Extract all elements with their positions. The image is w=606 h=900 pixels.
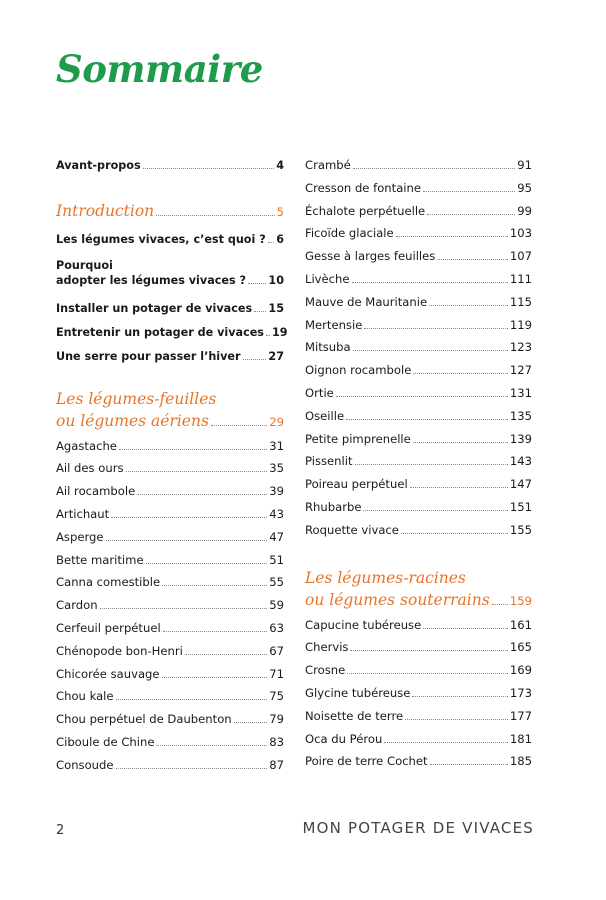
dot-leader (162, 577, 267, 586)
dot-leader (363, 502, 507, 511)
toc-entry-label: Canna comestible (56, 575, 161, 590)
toc-entry-label: Poireau perpétuel (305, 477, 408, 492)
toc-entry-page: 75 (269, 689, 284, 704)
toc-entry-label: Mitsuba (305, 340, 351, 355)
toc-entry-page: 47 (269, 529, 284, 544)
toc-entry-label: Chou perpétuel de Daubenton (56, 712, 232, 727)
toc-entry[interactable] (305, 729, 532, 752)
toc-entry[interactable] (305, 637, 532, 660)
dot-leader (126, 463, 268, 472)
toc-entry[interactable] (56, 273, 284, 293)
toc-entry[interactable] (305, 178, 532, 201)
toc-entry-label: Une serre pour passer l’hiver (56, 349, 241, 363)
dot-leader (427, 206, 515, 215)
toc-entry-page: 185 (509, 754, 532, 769)
dot-leader (156, 207, 274, 216)
toc-entry[interactable] (305, 337, 532, 360)
toc-entry-label: Capucine tubéreuse (305, 617, 422, 632)
toc-entry-label: Glycine tubéreuse (305, 685, 411, 700)
toc-entry-page: 169 (509, 663, 532, 678)
toc-entry-page: 115 (509, 294, 532, 309)
dot-leader (156, 737, 267, 746)
toc-entry[interactable] (56, 298, 284, 322)
toc-entry-page: 35 (269, 461, 284, 476)
dot-leader (353, 342, 508, 351)
toc-right-column (305, 155, 532, 774)
toc-entry-label: Petite pimprenelle (305, 431, 411, 446)
toc-entry[interactable] (305, 497, 532, 520)
dot-leader (413, 365, 507, 374)
dot-leader (268, 234, 274, 243)
toc-entry-page: 139 (509, 431, 532, 446)
toc-entry-page: 151 (509, 499, 532, 514)
section-heading-line1: Les légumes-feuilles (56, 389, 217, 408)
toc-entry-page: 39 (269, 484, 284, 499)
dot-leader (430, 756, 508, 765)
dot-leader (412, 688, 507, 697)
dot-leader (163, 623, 268, 632)
toc-entry[interactable] (305, 269, 532, 292)
toc-entry-page: 165 (509, 640, 532, 655)
toc-entry-page: 71 (269, 666, 284, 681)
toc-entry[interactable] (305, 406, 532, 429)
dot-leader (116, 691, 268, 700)
toc-entry-label: Ciboule de Chine (56, 734, 155, 749)
toc-entry-label: Chicorée sauvage (56, 666, 160, 681)
dot-leader (162, 669, 268, 678)
toc-entry[interactable] (56, 481, 284, 504)
toc-entry-label: Entretenir un potager de vivaces (56, 325, 264, 339)
toc-entry-page: 181 (509, 731, 532, 746)
toc-entry-label: Avant-propos (56, 159, 141, 172)
toc-entry[interactable] (305, 246, 532, 269)
section-heading-line1: Les légumes-racines (305, 568, 466, 587)
toc-entry[interactable] (56, 229, 284, 252)
toc-entry-page: 79 (269, 712, 284, 727)
dot-leader (492, 596, 508, 605)
toc-entry-label: Bette maritime (56, 552, 144, 567)
dot-leader (353, 160, 515, 169)
toc-entry-label: Consoude (56, 757, 114, 772)
toc-entry-label: Ficoïde glaciale (305, 226, 394, 241)
dot-leader (185, 646, 267, 655)
toc-entry-page: 15 (268, 301, 284, 315)
dot-leader (143, 160, 275, 169)
section-heading-page: 29 (269, 414, 284, 429)
toc-entry-page: 127 (509, 363, 532, 378)
dot-leader (211, 417, 267, 426)
dot-leader (347, 665, 508, 674)
toc-entry-label: Oseille (305, 408, 345, 423)
toc-entry[interactable] (56, 572, 284, 595)
dot-leader (137, 486, 267, 495)
dot-leader (106, 532, 268, 541)
toc-entry[interactable] (305, 223, 532, 246)
toc-entry-page: 161 (509, 617, 532, 632)
dot-leader (405, 711, 508, 720)
dot-leader (100, 600, 268, 609)
toc-entry-label: Mauve de Mauritanie (305, 294, 428, 309)
toc-entry-page: 135 (509, 408, 532, 423)
toc-entry-page: 103 (509, 226, 532, 241)
dot-leader (429, 297, 508, 306)
dot-leader (396, 228, 508, 237)
toc-entry[interactable] (305, 520, 532, 543)
toc-entry-page: 67 (269, 643, 284, 658)
section-heading-introduction[interactable] (56, 200, 284, 223)
dot-leader (266, 327, 270, 336)
toc-entry-label: Pissenlit (305, 454, 353, 469)
toc-entry-label: Asperge (56, 529, 104, 544)
dot-leader (248, 275, 266, 284)
dot-leader (384, 734, 508, 743)
toc-entry[interactable] (56, 664, 284, 687)
toc-entry-page: 27 (268, 349, 284, 363)
toc-entry[interactable] (56, 436, 284, 459)
dot-leader (410, 479, 508, 488)
section-heading-line2: ou légumes aériens (56, 411, 209, 430)
toc-left-column (56, 155, 288, 778)
dot-leader (364, 320, 508, 329)
dot-leader (146, 555, 268, 564)
toc-entry-label: Chénopode bon-Henri (56, 643, 183, 658)
toc-entry-label: Gesse à larges feuilles (305, 249, 436, 264)
dot-leader (423, 620, 508, 629)
toc-entry-label: Cerfeuil perpétuel (56, 620, 161, 635)
toc-entry[interactable] (56, 550, 284, 573)
toc-entry-avant-propos[interactable] (56, 155, 284, 178)
section-heading-line2: ou légumes souterrains (305, 590, 490, 609)
toc-entry[interactable] (56, 458, 284, 481)
toc-entry-label: Livèche (305, 271, 350, 286)
dot-leader (243, 351, 267, 360)
toc-entry-page: 55 (269, 575, 284, 590)
dot-leader (352, 274, 508, 283)
toc-entry-label: adopter les légumes vivaces ? (56, 273, 247, 287)
toc-entry[interactable] (305, 615, 532, 638)
toc-entry-label: Crosne (305, 663, 346, 678)
toc-list-feuilles-cont (305, 155, 532, 543)
running-footer-title: MON POTAGER DE VIVACES (302, 819, 534, 837)
toc-entry-page: 143 (509, 454, 532, 469)
toc-entry[interactable] (56, 322, 288, 346)
toc-entry-page: 111 (509, 271, 532, 286)
toc-entry-label: Les légumes vivaces, c’est quoi ? (56, 232, 266, 246)
toc-entry-label: Cresson de fontaine (305, 180, 421, 195)
dot-leader (119, 441, 267, 450)
toc-entry[interactable] (305, 429, 532, 452)
toc-list-feuilles (56, 436, 284, 778)
toc-entry-label: Crambé (305, 158, 351, 172)
toc-entry-label: Échalote perpétuelle (305, 203, 426, 218)
toc-entry-page: 31 (269, 438, 284, 453)
dot-leader (355, 456, 508, 465)
toc-entry-label: Mertensie (305, 317, 363, 332)
section-heading-label: Introduction (56, 201, 155, 220)
toc-entry-page: 4 (276, 159, 284, 172)
toc-entry-page: 83 (269, 734, 284, 749)
toc-entry-label: Poire de terre Cochet (305, 754, 428, 769)
toc-entry[interactable] (305, 751, 532, 774)
toc-entry-page: 10 (268, 273, 284, 287)
toc-entry-label: Installer un potager de vivaces (56, 301, 253, 315)
dot-leader (437, 251, 508, 260)
toc-entry-label: Ail rocambole (56, 484, 136, 499)
toc-entry-label: Cardon (56, 598, 98, 613)
toc-entry-page: 59 (269, 598, 284, 613)
toc-entry[interactable] (305, 315, 532, 338)
toc-entry[interactable] (56, 504, 284, 527)
toc-entry[interactable] (305, 360, 532, 383)
toc-entry-page: 51 (269, 552, 284, 567)
dot-leader (111, 509, 267, 518)
toc-entry-page: 6 (276, 232, 284, 246)
toc-entry[interactable] (305, 706, 532, 729)
toc-entry[interactable] (56, 595, 284, 618)
toc-entry[interactable] (305, 292, 532, 315)
dot-leader (234, 714, 268, 723)
dot-leader (346, 411, 508, 420)
toc-entry-label: Rhubarbe (305, 499, 362, 514)
toc-entry-page: 87 (269, 757, 284, 772)
toc-entry-label: Ail des ours (56, 461, 124, 476)
section-heading-legumes-feuilles[interactable] (56, 388, 284, 433)
dot-leader (413, 434, 508, 443)
toc-entry-page: 99 (517, 203, 532, 218)
toc-entry[interactable] (56, 527, 284, 550)
toc-entry-page: 19 (271, 325, 288, 339)
toc-entry[interactable] (305, 201, 532, 224)
toc-entry[interactable] (305, 155, 532, 178)
toc-entry[interactable] (305, 383, 532, 406)
section-heading-page: 159 (509, 593, 532, 608)
section-heading-legumes-racines[interactable] (305, 567, 532, 612)
toc-entry-label: Chervis (305, 640, 349, 655)
toc-entry[interactable] (305, 451, 532, 474)
dot-leader (254, 303, 266, 312)
toc-entry[interactable] (56, 641, 284, 664)
toc-entry-page: 131 (509, 385, 532, 400)
toc-entry-page: 95 (517, 180, 532, 195)
dot-leader (116, 760, 268, 769)
toc-entry-page: 91 (517, 158, 532, 172)
toc-entry[interactable] (56, 618, 284, 641)
toc-list-racines (305, 615, 532, 775)
toc-entry-label: Roquette vivace (305, 522, 399, 537)
toc-entry-label: Chou kale (56, 689, 114, 704)
toc-entry-page: 119 (509, 317, 532, 332)
dot-leader (401, 525, 508, 534)
toc-entry[interactable] (56, 732, 284, 755)
dot-leader (423, 183, 515, 192)
page-title: Sommaire (56, 47, 263, 91)
toc-entry[interactable] (56, 755, 284, 778)
dot-leader (350, 642, 507, 651)
toc-entry-page: 155 (509, 522, 532, 537)
toc-entry-label: Noisette de terre (305, 708, 404, 723)
toc-entry-label: Agastache (56, 438, 117, 453)
page-number: 2 (56, 823, 65, 838)
toc-entry-page: 63 (269, 620, 284, 635)
toc-entry-page: 173 (509, 685, 532, 700)
toc-entry-label: Oignon rocambole (305, 363, 412, 378)
toc-entry-label: Artichaut (56, 506, 110, 521)
toc-entry[interactable] (56, 709, 284, 732)
toc-entry-page: 107 (509, 249, 532, 264)
toc-entry-label: Oca du Pérou (305, 731, 383, 746)
toc-entry-page: 177 (509, 708, 532, 723)
toc-entry-page: 43 (269, 506, 284, 521)
toc-entry-label-line1: Pourquoi (56, 258, 113, 272)
toc-entry-page: 147 (509, 477, 532, 492)
dot-leader (336, 388, 508, 397)
toc-entry[interactable] (56, 686, 284, 709)
toc-entry-page: 123 (509, 340, 532, 355)
toc-entry[interactable] (56, 346, 284, 370)
toc-entry[interactable] (305, 474, 532, 497)
toc-entry-label: Ortie (305, 385, 334, 400)
toc-entry[interactable] (305, 683, 532, 706)
section-heading-page: 5 (276, 204, 284, 219)
toc-entry[interactable] (305, 660, 532, 683)
